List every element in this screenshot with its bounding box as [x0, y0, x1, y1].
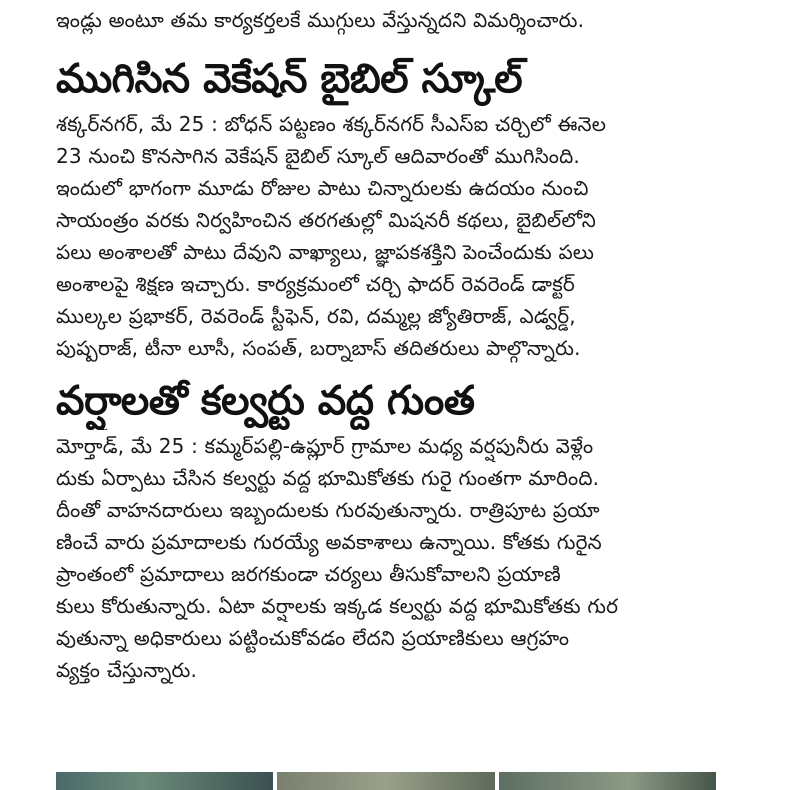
newspaper-clipping: [56, 0, 716, 686]
article-headline: వర్షాలతో కల్వర్టు వద్ద గుంత: [56, 378, 475, 424]
article-text-line: ప్రాంతంలో ప్రమాదాలు జరగకుండా చర్యలు తీసుకోవాలని ప్రయాణి: [56, 562, 561, 586]
article-text-line: అంశాలపై శిక్షణ ఇచ్చారు. కార్యక్రమంలో చర్చి ఫాదర్ రెవరెండ్ డాక్టర్: [56, 272, 575, 296]
article-text-line: పుష్పరాజ్, టీనా లూసీ, సంపత్, బర్నాబాస్ తదితరులు పాల్గొన్నారు.: [56, 336, 581, 360]
article-text-line: వ్యక్తం చేస్తున్నారు.: [56, 658, 198, 682]
article-text-line: ణించే వారు ప్రమాదాలకు గురయ్యే అవకాశాలు ఉన్నాయి. కోతకు గురైన: [56, 530, 602, 554]
article-photo: [277, 772, 494, 790]
article-text-line: సాయంత్రం వరకు నిర్వహించిన తరగతుల్లో మిషనరీ కథలు, బైబిల్‌లోని: [56, 208, 596, 232]
article-text-line: ఇందులో భాగంగా మూడు రోజుల పాటు చిన్నారులకు ఉదయం నుంచి: [56, 176, 589, 200]
article-text-line: కులు కోరుతున్నారు. ఏటా వర్షాలకు ఇక్కడ కల్వర్టు వద్ద భూమికోతకు గుర: [56, 594, 619, 618]
article-photo: [56, 772, 273, 790]
article-text-line: దుకు ఏర్పాటు చేసిన కల్వర్టు వద్ద భూమికోతకు గురై గుంతగా మారింది.: [56, 466, 600, 490]
article-photo-strip: [56, 772, 716, 790]
article-text-line: మోర్తాడ్, మే 25 : కమ్మర్‌పల్లి-ఉప్లూర్ గ్రామాల మధ్య వర్షపునీరు వెళ్లేం: [56, 434, 594, 458]
article-culvert-pothole: [56, 372, 716, 686]
article-text-line: ముల్కల ప్రభాకర్, రెవరెండ్ స్టీఫెన్, రవి, దమ్మల్ల జ్యోతిరాజ్, ఎడ్వర్డ్,: [56, 304, 576, 328]
article-text-line: దీంతో వాహనదారులు ఇబ్బందులకు గురవుతున్నారు. రాత్రిపూట ప్రయా: [56, 498, 600, 522]
article-text-line: శక్కర్‌నగర్, మే 25 : బోధన్ పట్టణం శక్కర్‌నగర్ సీఎస్ఐ చర్చిలో ఈనెల: [56, 112, 607, 136]
article-text-line: వుతున్నా అధికారులు పట్టించుకోవడం లేదని ప్రయాణికులు ఆగ్రహం: [56, 626, 570, 650]
article-text-line: 23 నుంచి కొనసాగిన వెకేషన్ బైబిల్ స్కూల్ ఆదివారంతో ముగిసింది.: [56, 144, 580, 168]
article-photo: [499, 772, 716, 790]
article-body: [56, 108, 716, 364]
previous-article-last-line: ఇండ్లు అంటూ తమ కార్యకర్తలకే ముగ్గులు వేస్తున్నదని విమర్శించారు.: [56, 8, 585, 32]
article-text-line: పలు అంశాలతో పాటు దేవుని వాఖ్యాలు, జ్ఞాపకశక్తిని పెంచేందుకు పలు: [56, 240, 595, 264]
article-headline: ముగిసిన వెకేషన్ బైబిల్ స్కూల్: [56, 56, 523, 102]
article-body: [56, 430, 716, 686]
article-vacation-bible-school: [56, 50, 716, 364]
